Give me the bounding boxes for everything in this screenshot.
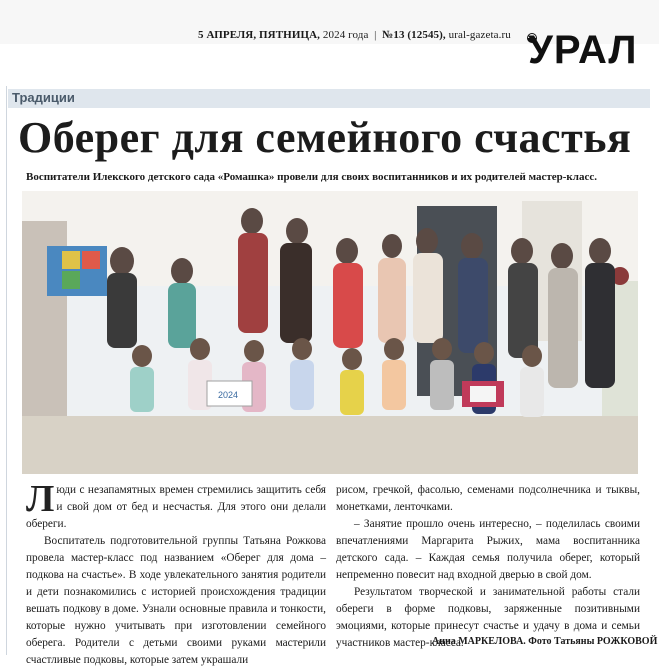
article-headline: Оберег для семейного счастья [18,113,632,162]
paragraph: Результатом творческой и занимательной работы стали обереги в форме подковы, заряженные позитивными эмоциями, которые принесут счастье и удачу в дома и семьи участников мастер-класса. [336,586,640,649]
dropcap: Л [26,478,55,520]
site-url: ural-gazeta.ru [448,29,511,41]
group-photo-illustration [22,191,638,474]
rubric-label: Традиции [12,90,75,105]
paragraph: – Занятие прошло очень интересно, – поделилась своими впечатлениями Маргарита Рыжих, мама воспитанника детского сада. – Каждая семья получила оберег, который непременно повесит над входной дверью в свой дом. [336,518,640,581]
article-lead: Воспитатели Илекского детского сада «Ромашка» провели для своих воспитанников и их родителей мастер-класс. [26,171,597,183]
article-column-1 [26,478,326,669]
article-photo [22,191,638,474]
issue-year: 2024 года [322,29,369,41]
paragraph: юди с незапамятных времен стремились защитить себя и свой дом от бед и несчастья. Для этого они делали обереги. [26,484,326,530]
separator: | [371,29,380,41]
paragraph: Воспитатель подготовительной группы Татьяна Рожкова провела мастер-класс под названием «Оберег для дома – подкова на счастье». В ходе увлекательного занятия родители и дети познакомились с историей происхождения традиции вешать подкову в доме. Узнали основные правила и тонкости, которые нужно учитывать при изготовлении семейного оберега. Родители с детьми своими руками мастерили счастливые подковы, которые затем украшали [26,535,326,666]
rubric-bar [8,89,650,108]
photo-panel-text: 2024 [218,390,239,400]
paragraph: рисом, гречкой, фасолью, семенами подсолнечника и тыквы, монетками, ленточками. [336,484,640,513]
article-column-2 [336,482,640,652]
newspaper-logo: УРАЛ [528,28,638,72]
issue-number: №13 (12545), [382,29,446,41]
issue-date-line [198,29,511,41]
issue-date: 5 АПРЕЛЯ, ПЯТНИЦА, [198,29,321,41]
byline: Анна МАРКЕЛОВА. Фото Татьяны РОЖКОВОЙ [432,636,658,647]
